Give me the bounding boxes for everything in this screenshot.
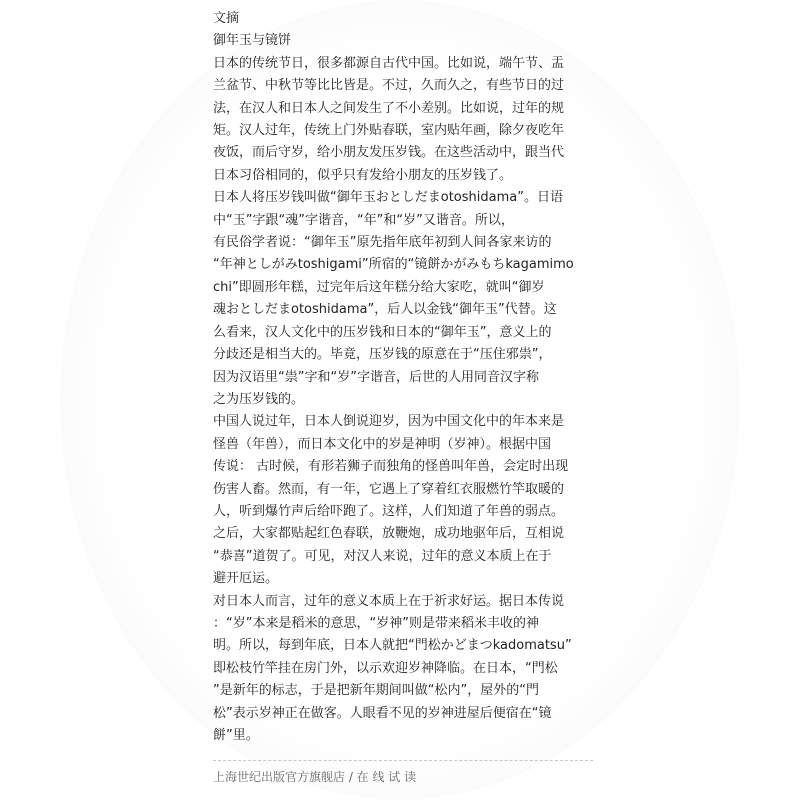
text-line: 避开厄运。 [213, 571, 279, 587]
text-line: 之为压岁钱的。 [213, 391, 305, 407]
text-line: 伤害人畜。然而，有一年，它遇上了穿着红衣服燃竹竿取暖的 [213, 481, 565, 497]
text-line: 夜饭，而后守岁，给小朋友发压岁钱。在这些活动中，跟当代 [213, 145, 565, 161]
text-line: ”是新年的标志，于是把新年期间叫做“松内”，屋外的“門 [213, 683, 539, 699]
text-line: 有民俗学者说：“御年玉”原先指年底年初到人间各家来访的 [213, 235, 552, 251]
text-line: 餅”里。 [213, 728, 259, 743]
text-line: chi”即圆形年糕，过完年后这年糕分给大家吃，就叫“御岁 [213, 279, 545, 295]
text-line: 明。所以，每到年底，日本人就把“門松かどまつkadomatsu” [213, 638, 572, 654]
text-line: 松”表示岁神正在做客。人眼看不见的岁神进屋后便宿在“镜 [213, 705, 552, 721]
text-line: 人，听到爆竹声后给吓跑了。这样，人们知道了年兽的弱点。 [213, 503, 565, 519]
section-label: 文摘 [213, 11, 240, 26]
text-line: 中“玉”字跟“魂”字谐音，“年”和“岁”又谐音。所以， [213, 212, 514, 228]
text-line: 日本人将压岁钱叫做“御年玉おとしだまotoshidama”。日语 [213, 190, 563, 206]
text-line: 么看来，汉人文化中的压岁钱和日本的“御年玉”，意义上的 [213, 324, 552, 340]
text-line: 之后，大家都贴起红色春联，放鞭炮，成功地驱年后，互相说 [213, 526, 565, 542]
text-line: 怪兽（年兽），而日本文化中的岁是神明（岁神）。根据中国 [213, 436, 552, 452]
article-body [213, 53, 603, 748]
text-line: 即松枝竹竿挂在房门外，以示欢迎岁神降临。在日本，“門松 [213, 660, 558, 676]
text-line: 分歧还是相当大的。毕竟，压岁钱的原意在于“压住邪祟”， [213, 347, 552, 363]
text-line: 矩。汉人过年，传统上门外贴春联，室内贴年画，除夕夜吃年 [213, 123, 565, 139]
footer [213, 760, 593, 785]
article-title: 御年玉与镜饼 [213, 33, 292, 49]
text-line: 因为汉语里“祟”字和“岁”字谐音，后世的人用同音汉字称 [213, 369, 539, 385]
text-line: 日本习俗相同的，似乎只有发给小朋友的压岁钱了。 [213, 167, 513, 183]
footer-source-link[interactable]: 上海世纪出版官方旗舰店 / 在 线 试 读 [213, 770, 417, 784]
text-line: “年神としがみtoshigami”所宿的“镜餅かがみもちkagamimo [213, 257, 574, 273]
text-line: 对日本人而言，过年的意义本质上在于祈求好运。据日本传说 [213, 593, 565, 609]
article [213, 8, 603, 747]
text-line: “恭喜”道贺了。可见，对汉人来说，过年的意义本质上在于 [213, 548, 552, 564]
text-line: 中国人说过年，日本人倒说迎岁，因为中国文化中的年本来是 [213, 414, 565, 430]
text-line: 兰盆节、中秋节等比比皆是。不过，久而久之，有些节日的过 [213, 78, 565, 94]
footer-divider [213, 760, 593, 761]
text-line: 魂おとしだまotoshidama”，后人以金钱“御年玉”代替。这 [213, 302, 557, 318]
text-line: 日本的传统节日，很多都源自古代中国。比如说，端午节、盂 [213, 55, 565, 71]
text-line: 传说： 古时候，有形若狮子而独角的怪兽叫年兽，会定时出现 [213, 459, 569, 475]
text-line: 法，在汉人和日本人之间发生了不小差别。比如说，过年的规 [213, 100, 565, 116]
text-line: ：“岁”本来是稻米的意思，“岁神”则是带来稻米丰收的神 [213, 615, 539, 631]
